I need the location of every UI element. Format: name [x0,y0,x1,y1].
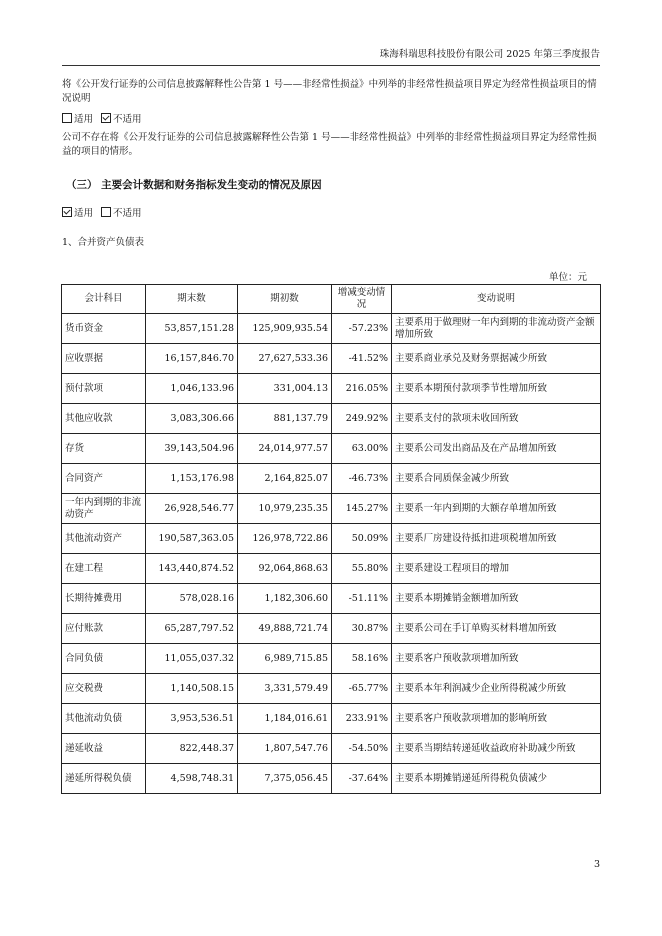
begin-balance-cell: 7,375,056.45 [238,764,332,794]
begin-balance-cell: 126,978,722.86 [238,524,332,554]
end-balance-cell: 1,140,508.15 [146,674,238,704]
end-balance-cell: 53,857,151.28 [146,314,238,344]
reason-cell: 主要系客户预收款项增加的影响所致 [392,704,601,734]
checkbox-icon[interactable] [62,113,72,123]
account-name-cell: 其他流动资产 [62,524,146,554]
reason-cell: 主要系商业承兑及财务票据减少所致 [392,344,601,374]
end-balance-cell: 190,587,363.05 [146,524,238,554]
nonrecurring-statement: 公司不存在将《公开发行证券的公司信息披露解释性公告第 1 号——非经常性损益》中列举的非经常性损益项目界定为经常性损益的项目的情形。 [62,132,597,157]
table-row [62,494,601,524]
table-row [62,704,601,734]
table-row [62,434,601,464]
change-pct-cell: 55.80% [332,554,392,584]
table-row [62,614,601,644]
intro-applicability [62,113,600,127]
report-header: 珠海科瑞思科技股份有限公司 2025 年第三季度报告 [62,46,600,66]
account-name-cell: 货币资金 [62,314,146,344]
table-row [62,674,601,704]
change-pct-cell: -41.52% [332,344,392,374]
change-pct-cell: 63.00% [332,434,392,464]
account-name-cell: 递延收益 [62,734,146,764]
section-option-not-applicable[interactable]: 不适用 [101,208,142,219]
begin-balance-cell: 24,014,977.57 [238,434,332,464]
table-row [62,734,601,764]
page-number: 3 [593,859,600,870]
end-balance-cell: 11,055,037.32 [146,644,238,674]
reason-cell: 主要系本期摊销递延所得税负债减少 [392,764,601,794]
col-header-change: 增减变动情况 [332,285,392,314]
account-name-cell: 合同负债 [62,644,146,674]
table-row [62,524,601,554]
begin-balance-cell: 6,989,715.85 [238,644,332,674]
end-balance-cell: 3,083,306.66 [146,404,238,434]
table-row [62,554,601,584]
reason-cell: 主要系公司发出商品及在产品增加所致 [392,434,601,464]
section-option-applicable[interactable]: 适用 [62,208,93,219]
reason-cell: 主要系当期结转递延收益政府补助减少所致 [392,734,601,764]
reason-cell: 主要系一年内到期的大额存单增加所致 [392,494,601,524]
change-pct-cell: 58.16% [332,644,392,674]
end-balance-cell: 822,448.37 [146,734,238,764]
checkbox-icon[interactable] [101,207,111,217]
balance-sheet-table [61,284,601,794]
account-name-cell: 预付款项 [62,374,146,404]
account-name-cell: 合同资产 [62,464,146,494]
account-name-cell: 存货 [62,434,146,464]
reason-cell: 主要系本期预付款项季节性增加所致 [392,374,601,404]
begin-balance-cell: 3,331,579.49 [238,674,332,704]
end-balance-cell: 143,440,874.52 [146,554,238,584]
reason-cell: 主要系支付的款项未收回所致 [392,404,601,434]
nonrecurring-intro-text: 将《公开发行证券的公司信息披露解释性公告第 1 号——非经常性损益》中列举的非经常性损益项目界定为经常性损益项目的情况说明 [62,79,597,104]
change-pct-cell: -37.64% [332,764,392,794]
table-header-row [62,285,601,314]
table-row [62,464,601,494]
col-header-begin: 期初数 [238,285,332,314]
begin-balance-cell: 27,627,533.36 [238,344,332,374]
table-row [62,404,601,434]
end-balance-cell: 578,028.16 [146,584,238,614]
reason-cell: 主要系用于做理财一年内到期的非流动资产金额增加所致 [392,314,601,344]
account-name-cell: 应付账款 [62,614,146,644]
change-pct-cell: -54.50% [332,734,392,764]
change-pct-cell: 145.27% [332,494,392,524]
begin-balance-cell: 10,979,235.35 [238,494,332,524]
begin-balance-cell: 331,004.13 [238,374,332,404]
reason-cell: 主要系公司在手订单购买材料增加所致 [392,614,601,644]
end-balance-cell: 1,046,133.96 [146,374,238,404]
end-balance-cell: 1,153,176.98 [146,464,238,494]
subheading-balance-sheet: 1、合并资产负债表 [62,237,145,248]
col-header-end: 期末数 [146,285,238,314]
account-name-cell: 其他流动负债 [62,704,146,734]
reason-cell: 主要系本年利润减少企业所得税减少所致 [392,674,601,704]
end-balance-cell: 39,143,504.96 [146,434,238,464]
checkbox-checked-icon[interactable] [101,113,111,123]
account-name-cell: 应交税费 [62,674,146,704]
account-name-cell: 递延所得税负债 [62,764,146,794]
account-name-cell: 其他应收款 [62,404,146,434]
change-pct-cell: -46.73% [332,464,392,494]
reason-cell: 主要系合同质保金减少所致 [392,464,601,494]
reason-cell: 主要系客户预收款项增加所致 [392,644,601,674]
unit-label: 单位：元 [548,272,587,283]
col-header-reason: 变动说明 [392,285,601,314]
table-body [62,314,601,794]
table-row [62,374,601,404]
table-row [62,584,601,614]
reason-cell: 主要系建设工程项目的增加 [392,554,601,584]
reason-cell: 主要系厂房建设待抵扣进项税增加所致 [392,524,601,554]
intro-option-applicable[interactable]: 适用 [62,114,93,125]
change-pct-cell: 50.09% [332,524,392,554]
reason-cell: 主要系本期摊销金额增加所致 [392,584,601,614]
table-row [62,344,601,374]
begin-balance-cell: 92,064,868.63 [238,554,332,584]
begin-balance-cell: 1,182,306.60 [238,584,332,614]
section-applicability [62,207,600,221]
col-header-account: 会计科目 [62,285,146,314]
begin-balance-cell: 125,909,935.54 [238,314,332,344]
change-pct-cell: 249.92% [332,404,392,434]
intro-option-not-applicable[interactable]: 不适用 [101,114,142,125]
end-balance-cell: 65,287,797.52 [146,614,238,644]
account-name-cell: 应收票据 [62,344,146,374]
end-balance-cell: 4,598,748.31 [146,764,238,794]
section-title: （三） 主要会计数据和财务指标发生变动的情况及原因 [66,179,322,191]
table-row [62,314,601,344]
begin-balance-cell: 881,137.79 [238,404,332,434]
account-name-cell: 在建工程 [62,554,146,584]
end-balance-cell: 26,928,546.77 [146,494,238,524]
begin-balance-cell: 49,888,721.74 [238,614,332,644]
change-pct-cell: -51.11% [332,584,392,614]
end-balance-cell: 3,953,536.51 [146,704,238,734]
change-pct-cell: 30.87% [332,614,392,644]
table-row [62,644,601,674]
account-name-cell: 长期待摊费用 [62,584,146,614]
begin-balance-cell: 2,164,825.07 [238,464,332,494]
begin-balance-cell: 1,807,547.76 [238,734,332,764]
change-pct-cell: -57.23% [332,314,392,344]
table-row [62,764,601,794]
change-pct-cell: -65.77% [332,674,392,704]
checkbox-checked-icon[interactable] [62,207,72,217]
begin-balance-cell: 1,184,016.61 [238,704,332,734]
change-pct-cell: 233.91% [332,704,392,734]
end-balance-cell: 16,157,846.70 [146,344,238,374]
change-pct-cell: 216.05% [332,374,392,404]
account-name-cell: 一年内到期的非流动资产 [62,494,146,524]
